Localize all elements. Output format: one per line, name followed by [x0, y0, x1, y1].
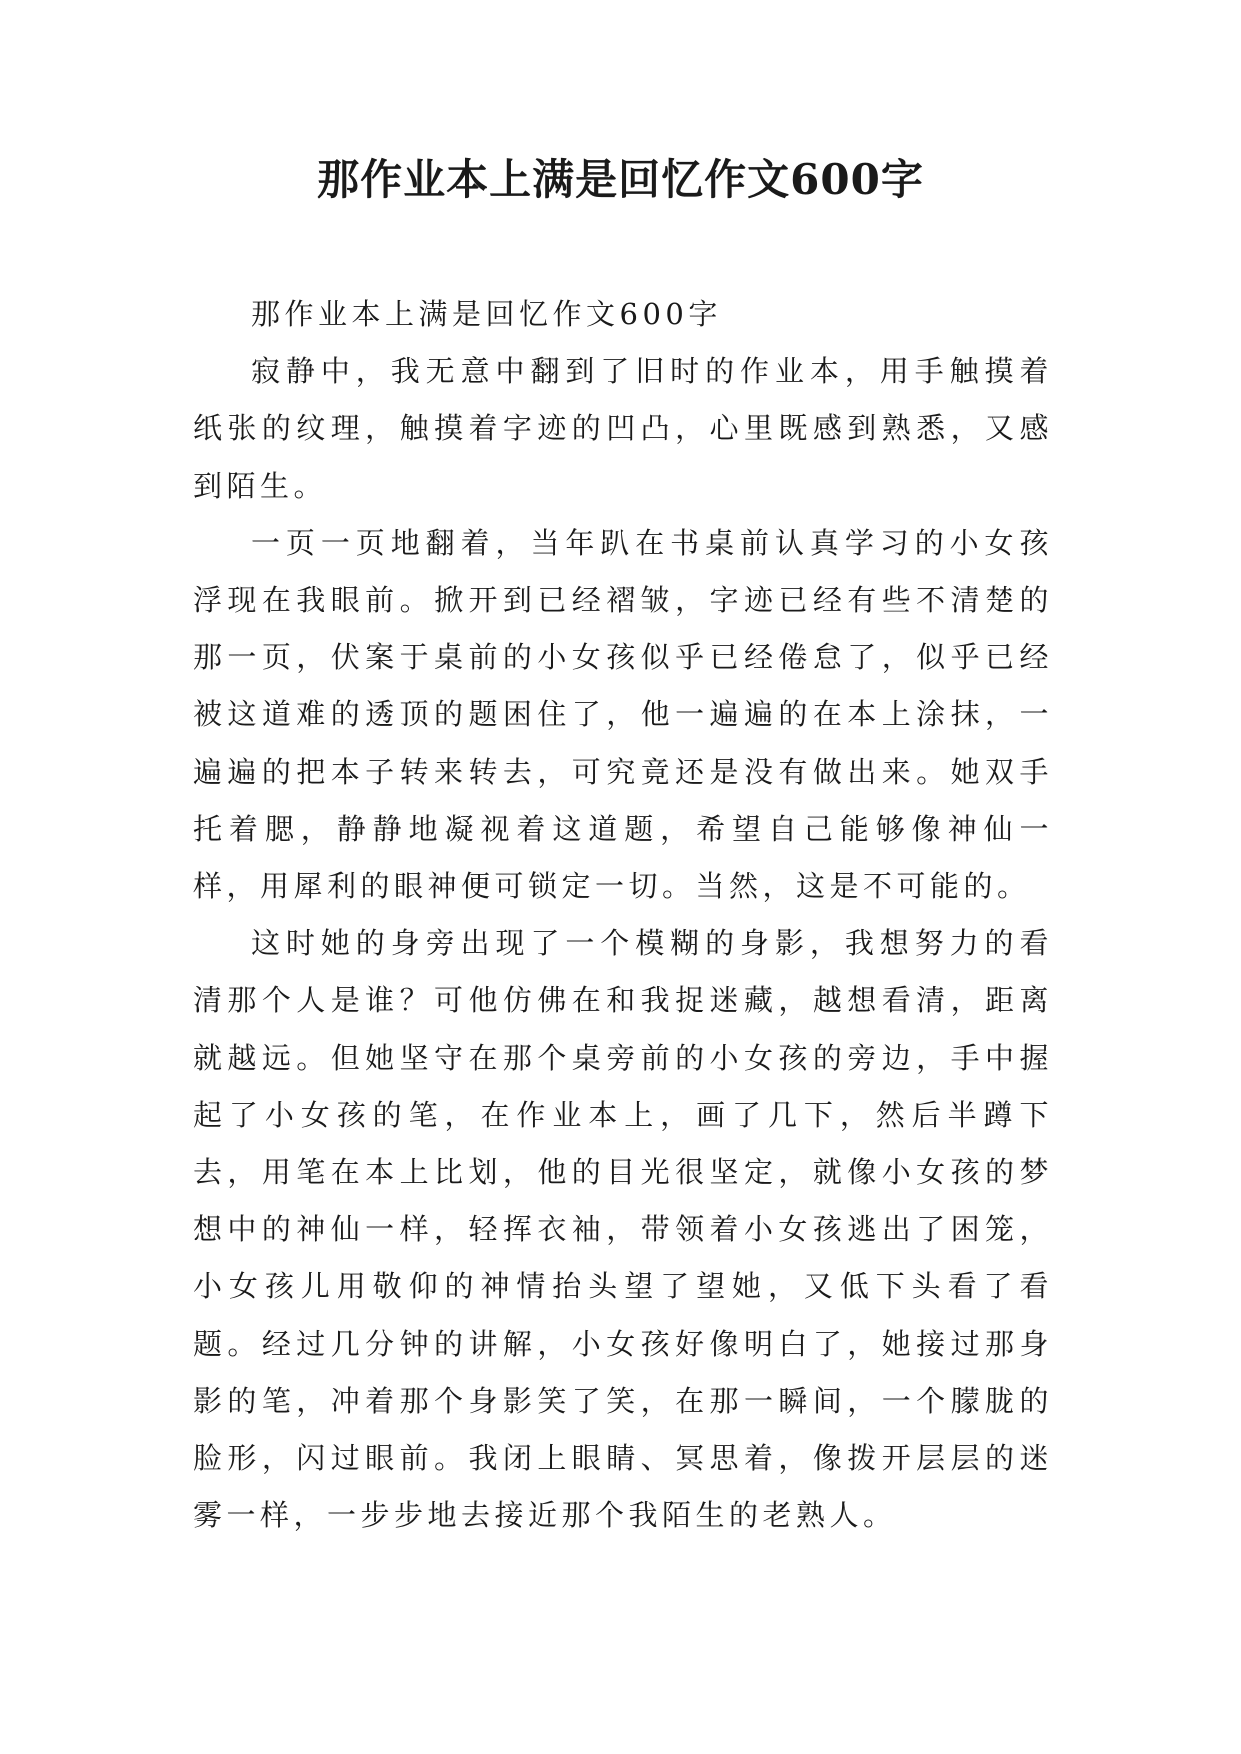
paragraph: 这时她的身旁出现了一个模糊的身影，我想努力的看清那个人是谁？可他仿佛在和我捉迷藏，越想看清，距离就越远。但她坚守在那个桌旁前的小女孩的旁边，手中握起了小女孩的笔，在作业本上，画了几下，然后半蹲下去，用笔在本上比划，他的目光很坚定，就像小女孩的梦想中的神仙一样，轻挥衣袖，带领着小女孩逃出了困笼，小女孩儿用敬仰的神情抬头望了望她，又低下头看了看题。经过几分钟的讲解，小女孩好像明白了，她接过那身影的笔，冲着那个身影笑了笑，在那一瞬间，一个朦胧的脸形，闪过眼前。我闭上眼睛、冥思着，像拨开层层的迷雾一样，一步步地去接近那个我陌生的老熟人。: [193, 926, 1053, 1533]
paragraph: 一页一页地翻着，当年趴在书桌前认真学习的小女孩浮现在我眼前。掀开到已经褶皱，字迹已经有些不清楚的那一页，伏案于桌前的小女孩似乎已经倦怠了，似乎已经被这道难的透顶的题困住了，他一遍遍的在本上涂抹，一遍遍的把本子转来转去，可究竟还是没有做出来。她双手托着腮，静静地凝视着这道题，希望自己能够像神仙一样，用犀利的眼神便可锁定一切。当然，这是不可能的。: [193, 525, 1053, 904]
document-title: 那作业本上满是回忆作文600字: [317, 155, 924, 204]
paragraph: 寂静中，我无意中翻到了旧时的作业本，用手触摸着纸张的纹理，触摸着字迹的凹凸，心里既感到熟悉，又感到陌生。: [193, 354, 1053, 503]
paragraph-subtitle: 那作业本上满是回忆作文600字: [251, 297, 722, 331]
document-body: [193, 286, 1053, 1544]
